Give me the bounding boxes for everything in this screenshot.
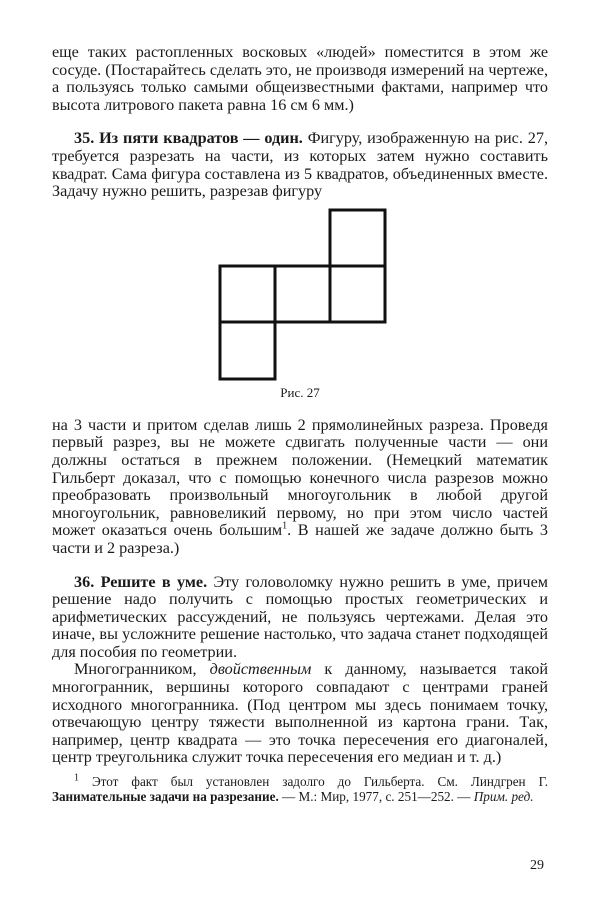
problem-36 <box>52 574 548 768</box>
square-top-right <box>330 210 385 266</box>
figure-caption: Рис. 27 <box>280 384 320 400</box>
problem-35-paragraph <box>52 130 548 200</box>
problem-35 <box>52 130 548 557</box>
footnote-marker: 1 <box>74 772 79 784</box>
problem-36-paragraph <box>52 574 548 662</box>
para2-emphasis: двойственным <box>209 660 312 679</box>
page-number: 29 <box>530 858 544 873</box>
footnote-ref[interactable]: 1 <box>282 520 288 532</box>
page-content <box>52 44 548 804</box>
problem-36-text: Эту головоломку нужно решить в уме, причем решение надо получить с помощью простых геометрических и арифметических рассуждений, не пользуясь чертежами. Делая это иначе, вы усложните решение настолько, что задача станет подходящей для пособия по геометрии. <box>52 572 549 661</box>
problem-35-text: Фигуру, изображенную на рис. 27, требуется разрезать на части, из которых затем нужно составить квадрат. Сама фигура составлена из 5 квадратов, объединенных вместе. Задачу нужно решить, разрезав фигуру <box>52 129 548 201</box>
problem-35-title: 35. Из пяти квадратов — один. <box>74 129 303 148</box>
intro-paragraph: еще таких растопленных восковых «людей» поместится в этом же сосуде. (Постарайтесь сделать это, не производя измерений на чертеже, а пользуясь только самыми общеизвестными фактами, например что высота литрового пакета равна 16 см 6 мм.) <box>52 43 548 114</box>
footnote-text-start: Этот факт был установлен задолго до Гильберта. См. Линдгрен Г. <box>91 774 549 790</box>
footnote-book-title: Занимательные задачи на разрезание. <box>52 788 279 804</box>
square-bottom-left <box>220 322 275 379</box>
five-squares-figure <box>218 207 388 383</box>
problem-36-title: 36. Решите в уме. <box>74 572 208 591</box>
footnote-editor-note: Прим. ред. <box>473 788 534 804</box>
footnote <box>52 772 549 804</box>
problem-35-continuation <box>52 417 548 558</box>
para2-rest: к данному, называется такой многогранник, вершины которого совпадают с центрами граней исходного многогранника. (Под центром мы здесь понимаем точку, отвечающую центру тяжести выполненной из картона грани. Так, например, центр квадрата — это точка пересечения его диагоналей, центр треугольника служит точка пересечения его медиан и т. д.) <box>52 660 549 767</box>
square-middle-center <box>275 266 330 322</box>
problem-36-paragraph-2 <box>52 661 548 767</box>
footnote-text-mid: — М.: Мир, 1977, с. 251—252. — <box>282 788 471 804</box>
square-middle-left <box>220 266 275 322</box>
problem-35-text-end: . В нашей же задаче должно быть 3 части и 2 разреза.) <box>52 521 548 557</box>
footnote-area <box>52 772 549 804</box>
para2-start: Многогранником, <box>74 660 197 679</box>
figure-27 <box>52 207 548 417</box>
problem-35-text-after: на 3 части и притом сделав лишь 2 прямолинейных разреза. Проведя первый разрез, вы не можете сдвигать полученные части — они должны остаться в прежнем положении. (Немецкий математик Гильберт доказал, что с помощью конечного числа разрезов можно преобразовать произвольный многоугольник в любой другой многоугольник, равновеликий первому, но при этом число частей может оказаться очень большим <box>52 415 548 540</box>
square-middle-right <box>330 266 385 322</box>
